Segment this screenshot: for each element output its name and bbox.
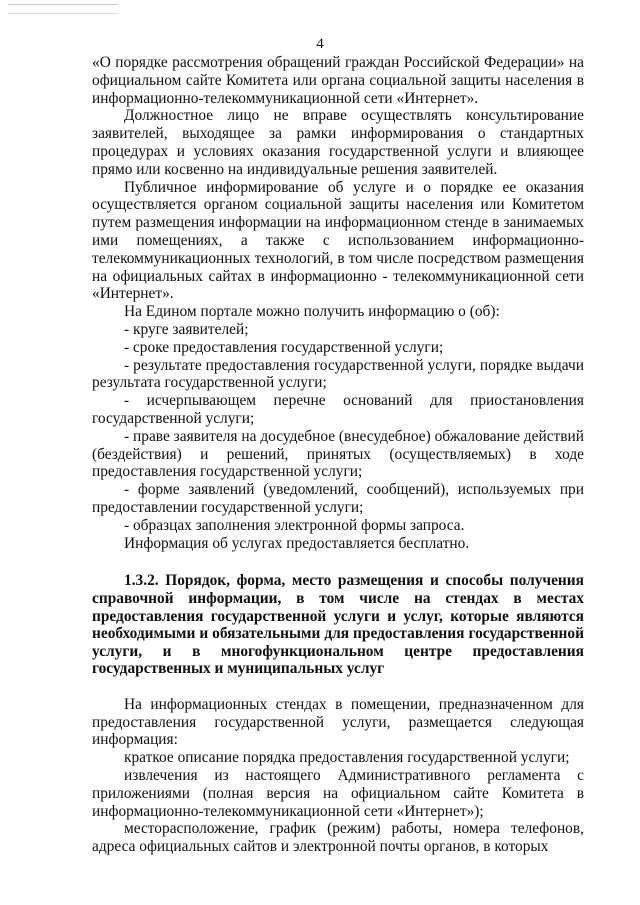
document-body <box>92 54 584 856</box>
paragraph-continued: «О порядке рассмотрения обращений граждан Российской Федерации» на официальном сайте Комитета или органа социальной защиты населения в информационно-телекоммуникационной сети «Интернет». <box>92 54 584 107</box>
list-item: - образцах заполнения электронной формы запроса. <box>124 516 465 534</box>
list-item: - сроке предоставления государственной услуги; <box>124 338 444 356</box>
list-item: - праве заявителя на досудебное (внесудебное) обжалование действий (бездействия) и решений, принятых (осуществляемых) в ходе предоставления государственной услуги; <box>92 427 584 481</box>
scan-artifact <box>8 4 118 14</box>
list-item: - результате предоставления государственной услуги, порядке выдачи результата государственной услуги; <box>92 356 584 392</box>
list-item: - форме заявлений (уведомлений, сообщений), используемых при предоставлении государственной услуги; <box>92 481 584 516</box>
list-item: - круге заявителей; <box>124 320 249 338</box>
paragraph: месторасположение, график (режим) работы, номера телефонов, адреса официальных сайтов и электронной почты органов, в которых <box>92 820 584 856</box>
paragraph: На Едином портале можно получить информацию о (об): <box>124 303 500 321</box>
page-number: 4 <box>316 36 324 52</box>
list-item: - исчерпывающем перечне оснований для приостановления государственной услуги; <box>92 392 584 427</box>
paragraph: Информация об услугах предоставляется бесплатно. <box>124 534 470 552</box>
section-heading: 1.3.2. Порядок, форма, место размещения и способы получения справочной информации, в том числе на стендах в местах предоставления государственной услуги и услуг, которые являются необходимыми и обязательными для предоставления государственной услуги, и в многофункциональном центре предоставления государственных и муниципальных услуг <box>92 572 584 678</box>
paragraph: Публичное информирование об услуге и о порядке ее оказания осуществляется органом социальной защиты населения или Комитетом путем размещения информации на информационном стенде в занимаемых ими помещениях, а также с использованием информационно-телекоммуникационных технологий, в том числе посредством размещения на официальных сайтах в информационно - телекоммуникационной сети «Интернет». <box>92 178 584 303</box>
paragraph: извлечения из настоящего Административного регламента с приложениями (полная версия на официальном сайте Комитета в информационно-телекоммуникационной сети «Интернет»); <box>92 767 584 820</box>
paragraph: Должностное лицо не вправе осуществлять консультирование заявителей, выходящее за рамки информирования о стандартных процедурах и условиях оказания государственной услуги и влияющее прямо или косвенно на индивидуальные решения заявителей. <box>92 107 584 178</box>
paragraph: краткое описание порядка предоставления государственной услуги; <box>124 749 570 767</box>
paragraph: На информационных стендах в помещении, предназначенном для предоставления государственной услуги, размещается следующая информация: <box>92 695 584 749</box>
